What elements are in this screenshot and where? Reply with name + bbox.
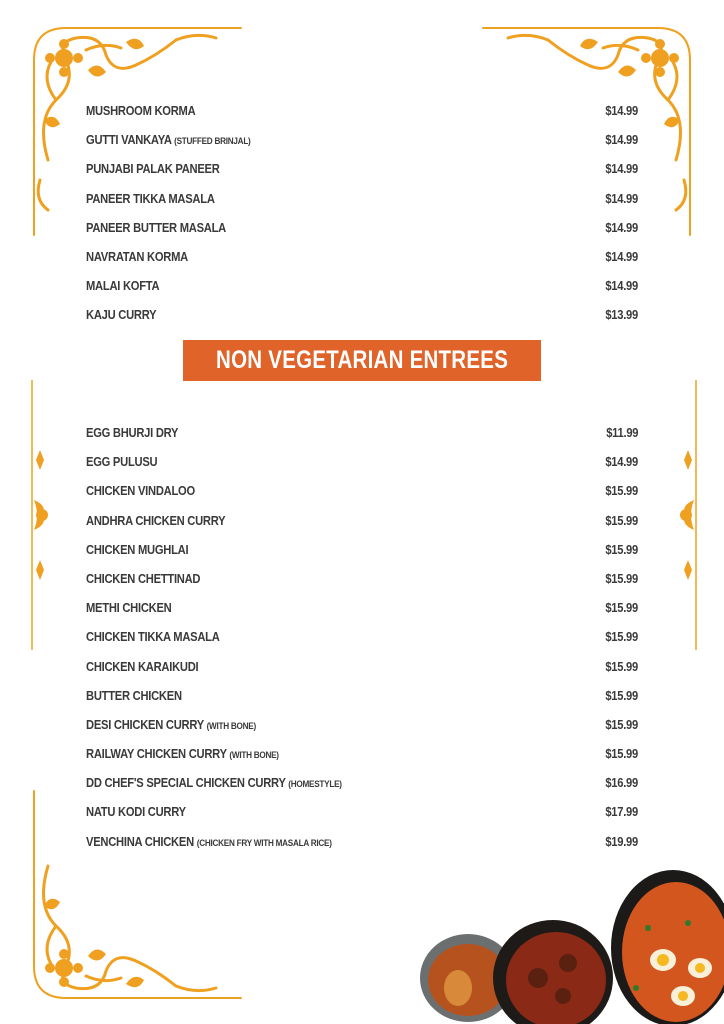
dish-name: RAILWAY CHICKEN CURRY [86, 746, 227, 762]
menu-item-price: $14.99 [605, 161, 638, 177]
curry-bowls-photo [418, 868, 724, 1024]
menu-item-price: $14.99 [605, 103, 638, 118]
dish-note: (HOMESTYLE) [288, 779, 342, 791]
dish-name: ANDHRA CHICKEN CURRY [86, 512, 226, 528]
dish-name: CHICKEN CHETTINAD [86, 570, 201, 586]
menu-item-name [86, 775, 342, 790]
menu-item [86, 717, 638, 746]
menu-item [86, 103, 638, 132]
menu-item-name [86, 191, 215, 206]
dish-name: NAVRATAN KORMA [86, 248, 188, 264]
menu-item-price: $14.99 [605, 454, 638, 470]
dish-note: (WITH BONE) [206, 720, 256, 732]
menu-item [86, 804, 638, 833]
menu-item [86, 746, 638, 775]
menu-item-price: $15.99 [605, 541, 638, 557]
menu-item-price: $15.99 [605, 658, 638, 674]
menu-item-name [86, 307, 156, 322]
menu-item [86, 161, 638, 190]
dish-note: (STUFFED BRINJAL) [174, 136, 251, 148]
scroll-ornament-icon [28, 380, 52, 650]
menu-item-price: $13.99 [605, 307, 638, 323]
menu-item-price: $15.99 [605, 746, 638, 762]
dish-name: KAJU CURRY [86, 307, 157, 323]
menu-item-price: $16.99 [605, 775, 638, 791]
menu-item-name [86, 804, 186, 819]
menu-item-price: $14.99 [605, 248, 638, 264]
menu-item-name [86, 542, 188, 557]
dish-note: (WITH BONE) [229, 750, 279, 762]
menu-item [86, 278, 638, 307]
menu-item-name [86, 161, 220, 176]
menu-item [86, 659, 638, 688]
dish-name: CHICKEN TIKKA MASALA [86, 629, 220, 645]
menu-item-price: $14.99 [605, 132, 638, 148]
dish-name: DD CHEF'S SPECIAL CHICKEN CURRY [86, 775, 286, 791]
dish-name: EGG PULUSU [86, 454, 158, 470]
dish-name: NATU KODI CURRY [86, 804, 186, 820]
menu-item-name [86, 132, 251, 147]
menu-item-name [86, 746, 279, 761]
menu-item-name [86, 483, 195, 498]
side-ornament-right [676, 380, 700, 650]
side-ornament-left [28, 380, 52, 650]
menu-item [86, 513, 638, 542]
menu-item [86, 775, 638, 804]
menu-item-price: $14.99 [605, 219, 638, 235]
dish-name: MUSHROOM KORMA [86, 103, 196, 118]
section-title: NON VEGETARIAN ENTREES [215, 346, 509, 374]
dish-name: EGG BHURJI DRY [86, 425, 179, 440]
menu-item [86, 191, 638, 220]
menu-item-name [86, 717, 256, 732]
dish-name: PANEER TIKKA MASALA [86, 190, 215, 206]
menu-item-name [86, 513, 225, 528]
menu-item [86, 132, 638, 161]
menu-item [86, 629, 638, 658]
dish-note: (CHICKEN FRY WITH MASALA RICE) [196, 837, 332, 849]
menu-item-name [86, 629, 220, 644]
menu-item [86, 454, 638, 483]
menu-item-price: $15.99 [605, 629, 638, 645]
menu-item [86, 600, 638, 629]
menu-item-price: $17.99 [605, 804, 638, 820]
dish-name: BUTTER CHICKEN [86, 687, 182, 703]
menu-item-name [86, 278, 159, 293]
menu-item [86, 220, 638, 249]
menu-item-name [86, 425, 178, 440]
dish-name: VENCHINA CHICKEN [86, 833, 194, 849]
dish-name: DESI CHICKEN CURRY [86, 716, 204, 732]
menu-item-name [86, 220, 226, 235]
menu-item-price: $19.99 [605, 833, 638, 849]
menu-item-name [86, 659, 198, 674]
menu-item [86, 249, 638, 278]
menu-item [86, 571, 638, 600]
menu-item [86, 483, 638, 512]
non-veg-menu-list [86, 425, 638, 863]
menu-item [86, 834, 638, 863]
scroll-ornament-icon [676, 380, 700, 650]
menu-item [86, 425, 638, 454]
dish-name: CHICKEN MUGHLAI [86, 541, 189, 557]
menu-item-price: $15.99 [605, 716, 638, 732]
menu-item-name [86, 688, 182, 703]
menu-item-name [86, 571, 200, 586]
dish-name: CHICKEN KARAIKUDI [86, 658, 199, 674]
section-banner-non-veg [183, 340, 541, 381]
dish-name: GUTTI VANKAYA [86, 132, 172, 148]
dish-name: MALAI KOFTA [86, 278, 160, 294]
menu-item-name [86, 454, 157, 469]
dish-name: PANEER BUTTER MASALA [86, 219, 226, 235]
vegetarian-menu-list [86, 103, 638, 337]
menu-item-name [86, 600, 171, 615]
menu-item-name [86, 249, 188, 264]
menu-item-price: $15.99 [605, 512, 638, 528]
menu-item [86, 307, 638, 336]
dish-name: METHI CHICKEN [86, 600, 172, 616]
menu-item-name [86, 834, 332, 849]
menu-item-price: $14.99 [605, 278, 638, 294]
dish-name: CHICKEN VINDALOO [86, 483, 195, 499]
menu-item-price: $15.99 [605, 483, 638, 499]
menu-item [86, 542, 638, 571]
menu-item-price: $14.99 [605, 190, 638, 206]
dish-name: PUNJABI PALAK PANEER [86, 161, 220, 177]
menu-item [86, 688, 638, 717]
menu-item-price: $15.99 [605, 687, 638, 703]
menu-item-price: $11.99 [605, 425, 638, 440]
menu-item-price: $15.99 [605, 570, 638, 586]
menu-item-name [86, 103, 195, 118]
menu-item-price: $15.99 [605, 600, 638, 616]
